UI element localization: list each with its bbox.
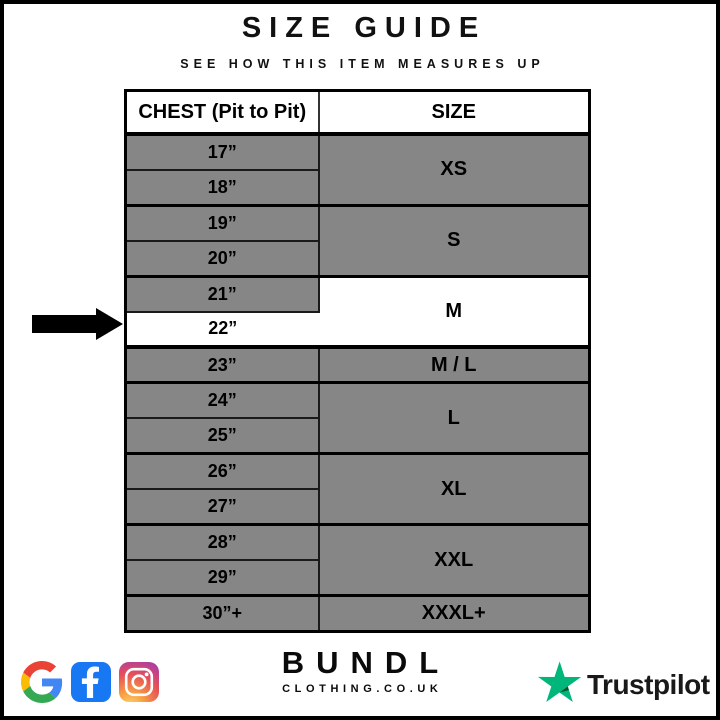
brand-subtext: CLOTHING.CO.UK [282,683,443,695]
chest-cell: 19” [126,205,319,241]
chest-cell: 25” [126,418,319,454]
table-row [126,454,590,490]
table-row [126,525,590,561]
chest-cell: 20” [126,241,319,277]
chest-cell: 23” [126,347,319,383]
table-row [126,205,590,241]
size-table-header-row [126,91,590,135]
size-cell: L [319,383,590,454]
page-title: SIZE GUIDE [241,12,487,44]
size-table-body [126,134,590,631]
size-cell: S [319,205,590,276]
table-row [126,383,590,419]
table-row [126,347,590,383]
chest-cell: 17” [126,134,319,170]
table-row [126,596,590,632]
chest-cell: 18” [126,170,319,206]
trustpilot-label: Trustpilot [587,668,710,700]
chest-cell: 24” [126,383,319,419]
size-cell: XXL [319,525,590,596]
brand-name: BUNDL [281,645,451,680]
chest-cell: 29” [126,560,319,596]
size-cell: M / L [319,347,590,383]
size-cell: XXXL+ [319,596,590,632]
chest-cell: 26” [126,454,319,490]
trustpilot-logo[interactable] [538,661,710,708]
table-row [126,276,590,312]
size-cell: XL [319,454,590,525]
current-size-arrow-icon [32,308,124,340]
table-row [126,134,590,170]
size-cell: XS [319,134,590,205]
chest-cell: 28” [126,525,319,561]
size-column-header: SIZE [319,91,590,135]
page-subtitle: SEE HOW THIS ITEM MEASURES UP [180,57,545,71]
chest-cell: 21” [126,276,319,312]
chest-cell: 30”+ [126,596,319,632]
size-table [124,89,591,633]
chest-column-header: CHEST (Pit to Pit) [126,91,319,135]
chest-cell: 22” [126,312,319,348]
trustpilot-star-icon [538,661,582,708]
chest-cell: 27” [126,489,319,525]
size-cell: M [319,276,590,347]
